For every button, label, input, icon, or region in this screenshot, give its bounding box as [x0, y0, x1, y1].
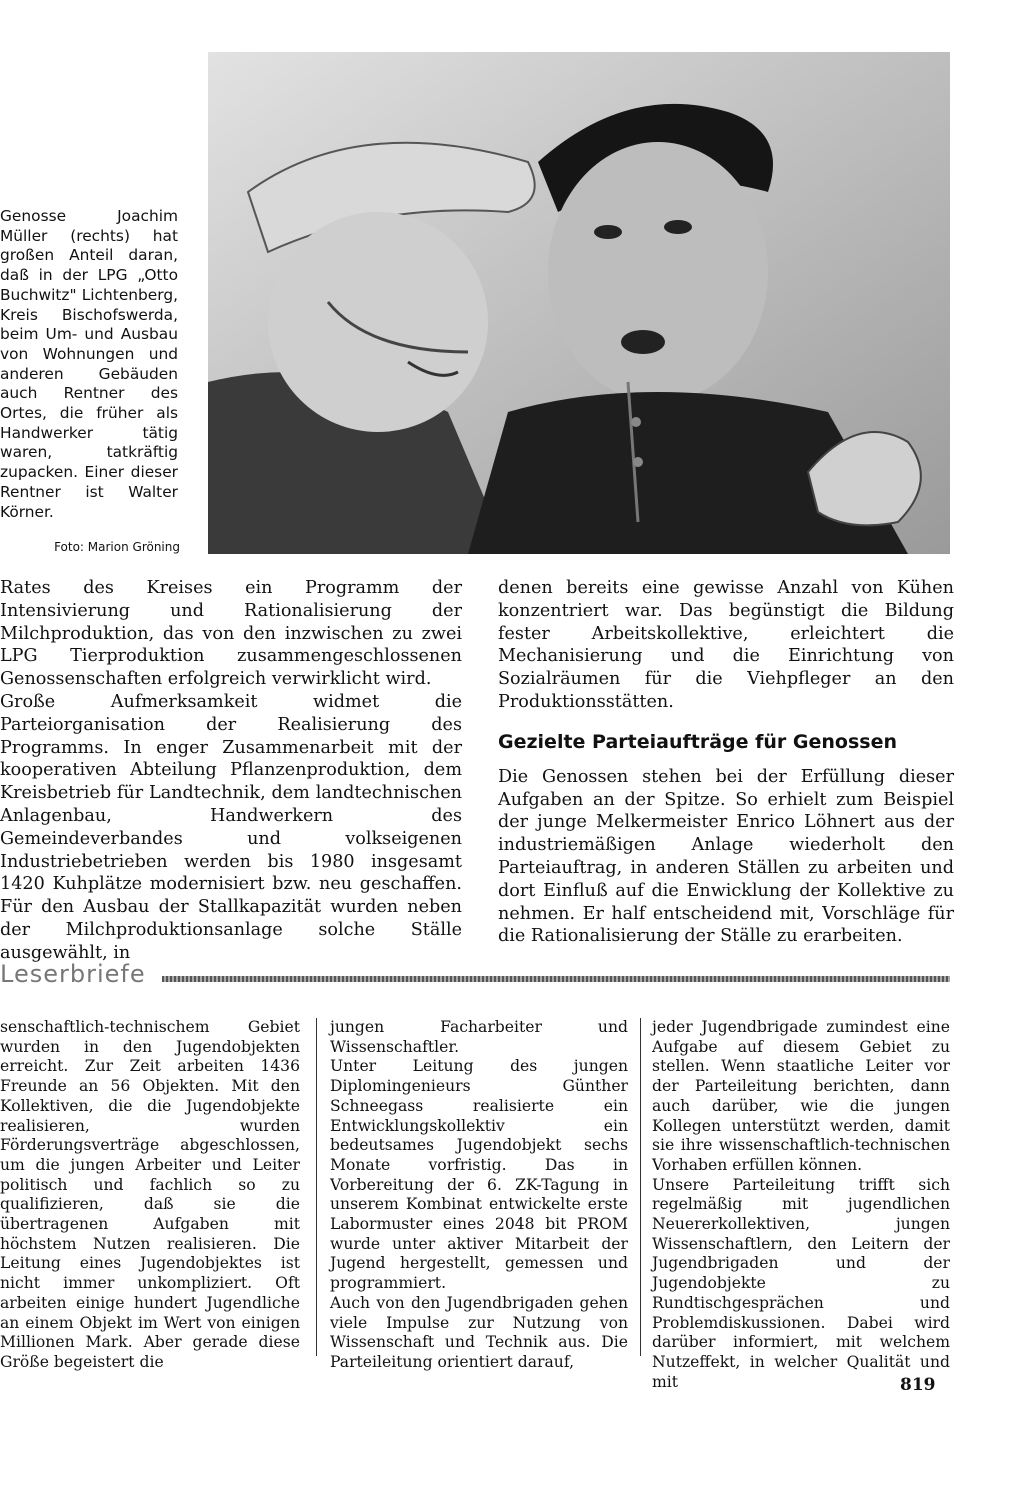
- article-paragraph: Rates des Kreises ein Programm der Intensivierung und Rationalisierung der Milchproduktion, das von den inzwischen zu zwei LPG Tierproduktion zusammengeschlossenen Genossenschaften erfolgreich verwirklicht wird.: [0, 578, 462, 690]
- letters-paragraph: Unsere Parteileitung trifft sich regelmäßig mit jugendlichen Neuererkollektiven, jungen Wissenschaftlern, den Leitern der Jugendbrigaden und der Jugendobjekte zu Rundtischgesprächen und Problemdiskussionen. Dabei wird darüber informiert, mit welchem Nutzeffekt, in welcher Qualität und mit: [652, 1175, 950, 1391]
- letters-column-1: [0, 1018, 300, 1373]
- article-photo: [208, 52, 950, 554]
- letters-paragraph: Unter Leitung des jungen Diplomingenieurs Günther Schneegass realisierte ein Entwicklungskollektiv ein bedeutsames Jugendobjekt sechs Monate vorfristig. Das in Vorbereitung der 6. ZK-Tagung in unserem Kombinat entwickelte erste Labormuster eines 2048 bit PROM wurde unter aktiver Mitarbeit der Jugend hergestellt, gemessen und programmiert.: [330, 1057, 628, 1293]
- article-paragraph: Die Genossen stehen bei der Erfüllung dieser Aufgaben an der Spitze. So erhielt zum Beispiel der junge Melkermeister Enrico Löhnert aus der industriemäßigen Anlage wiederholt den Parteiauftrag, in anderen Ställen zu arbeiten und dort Einfluß auf die Enwicklung der Kollektive zu nehmen. Er half entscheidend mit, Vorschläge für die Rationalisierung der Ställe zu erarbeiten.: [498, 766, 954, 947]
- column-divider: [640, 1018, 641, 1356]
- article-paragraph: denen bereits eine gewisse Anzahl von Kühen konzentriert war. Das begünstigt die Bildung fester Arbeitskollektive, erleichtert die Mechanisierung und die Einrichtung von Sozialräumen für die Viehpfleger an den Produktionsstätten.: [498, 578, 954, 712]
- page-number: 819: [900, 1375, 936, 1395]
- letters-paragraph: jungen Facharbeiter und Wissenschaftler.: [330, 1018, 628, 1056]
- column-divider: [316, 1018, 317, 1356]
- photo-illustration: [208, 52, 950, 554]
- article-left-column: [0, 577, 462, 965]
- letters-column-3: [652, 1018, 950, 1392]
- article-paragraph: Große Aufmerksamkeit widmet die Parteiorganisation der Realisierung des Programms. In enger Zusammenarbeit mit der kooperativen Abteilung Pflanzenproduktion, dem Kreisbetrieb für Landtechnik, dem landtechnischen Anlagenbau, Handwerkern des Gemeindeverbandes und volkseigenen Industriebetrieben werden bis 1980 insgesamt 1420 Kuhplätze modernisiert bzw. neu geschaffen. Für den Ausbau der Stallkapazität wurden neben der Milchproduktionsanlage solche Ställe ausgewählt, in: [0, 691, 462, 963]
- article-subheading: Gezielte Parteiaufträge für Genossen: [498, 730, 897, 753]
- letters-paragraph: jeder Jugendbrigade zumindest eine Aufgabe auf diesem Gebiet zu stellen. Wenn staatliche Leiter vor der Parteileitung berichten, dann auch darüber, wie die jungen Kollegen unterstützt werden, damit sie ihre wissenschaftlich-technischen Vorhaben erfüllen können.: [652, 1018, 950, 1174]
- photo-credit: Foto: Marion Gröning: [54, 540, 180, 554]
- photo-caption: Genosse Joachim Müller (rechts) hat großen Anteil daran, daß in der LPG „Otto Buchwitz" Lichtenberg, Kreis Bischofswerda, beim Um- und Ausbau von Wohnungen und anderen Gebäuden auch Rentner des Ortes, die früher als Handwerker tätig waren, tatkräftig zupacken. Einer dieser Rentner ist Walter Körner.: [0, 207, 178, 521]
- section-title-leserbriefe: Leserbriefe: [0, 960, 146, 988]
- letters-paragraph: Auch von den Jugendbrigaden gehen viele Impulse zur Nutzung von Wissenschaft und Technik aus. Die Parteileitung orientiert darauf,: [330, 1293, 628, 1371]
- letters-column-2: [330, 1018, 628, 1373]
- section-rule: [162, 976, 950, 982]
- letters-paragraph: senschaftlich-technischem Gebiet wurden in den Jugendobjekten erreicht. Zur Zeit arbeiten 1436 Freunde an 56 Objekten. Mit den Kollektiven, die die Jugendobjekte realisieren, wurden Förderungsverträge abgeschlossen, um die jungen Arbeiter und Leiter politisch und fachlich so zu qualifizieren, daß sie die übertragenen Aufgaben mit höchstem Nutzen realisieren. Die Leitung eines Jugendobjektes ist nicht immer unkompliziert. Oft arbeiten einige hundert Jugendliche an einem Objekt im Wert von einigen Millionen Mark. Aber gerade diese Größe begeistert die: [0, 1018, 300, 1371]
- article-right-column: [498, 577, 954, 948]
